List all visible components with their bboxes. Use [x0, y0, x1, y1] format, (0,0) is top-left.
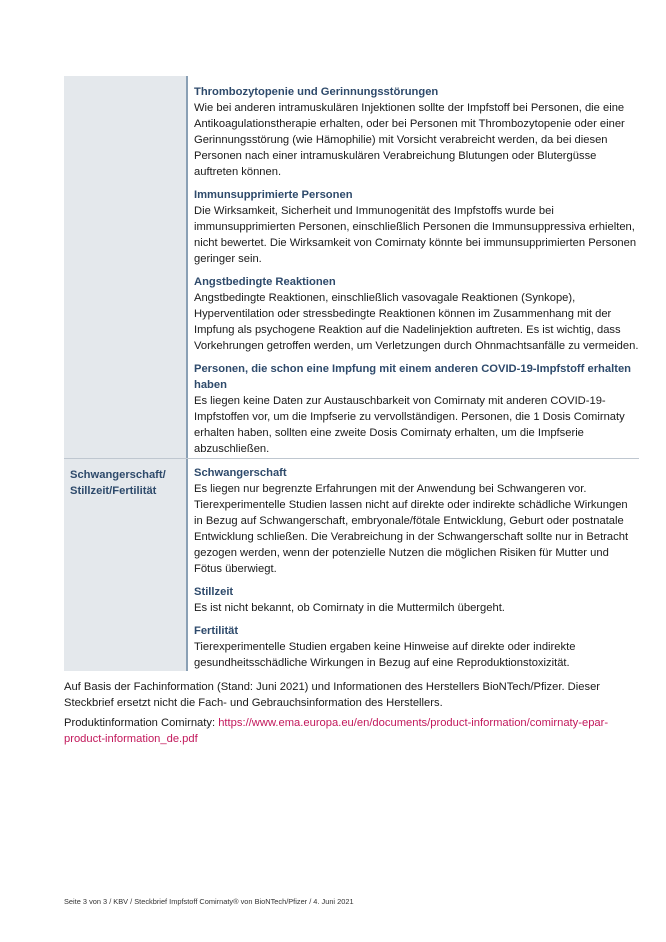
product-info-link[interactable]: https://www.ema.europa.eu/en/documents/product-information/comirnaty-epar-product-information_de.pdf — [64, 717, 609, 745]
section-heading: Immunsupprimierte Personen — [194, 189, 353, 201]
row-content-cell — [188, 459, 639, 671]
info-table — [64, 76, 639, 671]
section-heading: Stillzeit — [194, 586, 234, 598]
section-fertilitaet — [194, 623, 639, 671]
section-angstbedingte — [194, 274, 639, 354]
section-heading: Thrombozytopenie und Gerinnungsstörungen — [194, 86, 439, 98]
table-row — [64, 76, 639, 459]
section-schwangerschaft — [194, 465, 639, 577]
section-thrombozytopenie — [194, 84, 639, 180]
section-text: Wie bei anderen intramuskulären Injektionen sollte der Impfstoff bei Personen, die eine Antikoagulationstherapie erhalten, oder bei Personen mit Thrombozytopenie oder einer Gerinnungsstörung (wie Hämophilie) mit Vorsicht verabreicht werden, da bei diesen Personen nach einer intramuskulären Verabreichung Blutungen oder Blutergüsse auftreten können. — [194, 102, 625, 178]
section-covid-vorimpfung — [194, 361, 639, 457]
section-stillzeit — [194, 584, 639, 616]
section-text: Es liegen nur begrenzte Erfahrungen mit der Anwendung bei Schwangeren vor. Tierexperimentelle Studien lassen nicht auf direkte oder indirekte schädliche Wirkungen in Bezug auf Schwangerschaft, embryonale/fötale Entwicklung, Geburt oder postnatale Entwicklung schließen. Die Verabreichung in der Schwangerschaft sollte nur in Betracht gezogen werden, wenn der potenzielle Nutzen die möglichen Risiken für Mutter und Fötus überwiegt. — [194, 483, 629, 575]
section-heading: Angstbedingte Reaktionen — [194, 276, 336, 288]
product-information — [64, 715, 644, 747]
section-text: Es ist nicht bekannt, ob Comirnaty in die Muttermilch übergeht. — [194, 602, 505, 614]
product-info-label: Produktinformation Comirnaty: — [64, 717, 219, 729]
section-text: Angstbedingte Reaktionen, einschließlich vasovagale Reaktionen (Synkope), Hyperventilation oder stressbedingte Reaktionen können im Zusammenhang mit der Impfung als psychogene Reaktion auf die Nadelinjektion auftreten. Es ist wichtig, dass Vorkehrungen getroffen werden, um Verletzungen durch Ohnmachtsanfälle zu vermeiden. — [194, 292, 639, 352]
row-content-cell — [188, 76, 639, 458]
section-heading: Schwangerschaft — [194, 467, 287, 479]
row-label-cell — [64, 76, 188, 458]
row-label-cell — [64, 459, 188, 671]
page-footer: Seite 3 von 3 / KBV / Steckbrief Impfstoff Comirnaty® von BioNTech/Pfizer / 4. Juni 2021 — [64, 897, 354, 906]
section-text: Tierexperimentelle Studien ergaben keine Hinweise auf direkte oder indirekte gesundheitsschädliche Wirkungen in Bezug auf eine Reproduktionstoxizität. — [194, 641, 576, 669]
section-immunsupprimierte — [194, 187, 639, 267]
table-row — [64, 459, 639, 671]
row-label: Schwangerschaft/ Stillzeit/Fertilität — [70, 469, 166, 497]
section-text: Es liegen keine Daten zur Austauschbarkeit von Comirnaty mit anderen COVID-19-Impfstoffen vor, um die Impfserie zu vervollständigen. Personen, die 1 Dosis Comirnaty erhalten haben, sollten eine zweite Dosis Comirnaty erhalten, um die Impfserie abzuschließen. — [194, 395, 625, 455]
section-heading: Fertilität — [194, 625, 239, 637]
section-heading: Personen, die schon eine Impfung mit einem anderen COVID-19-Impfstoff erhalten haben — [194, 363, 632, 391]
section-text: Die Wirksamkeit, Sicherheit und Immunogenität des Impfstoffs wurde bei immunsupprimierten Personen, einschließlich Personen die Immunsuppressiva erhielten, nicht bewertet. Die Wirksamkeit von Comirnaty könnte bei immunsupprimierten Personen geringer sein. — [194, 205, 637, 265]
source-note: Auf Basis der Fachinformation (Stand: Juni 2021) und Informationen des Herstellers BioNTech/Pfizer. Dieser Steckbrief ersetzt nicht die Fach- und Gebrauchsinformation des Herstellers. — [64, 681, 601, 709]
